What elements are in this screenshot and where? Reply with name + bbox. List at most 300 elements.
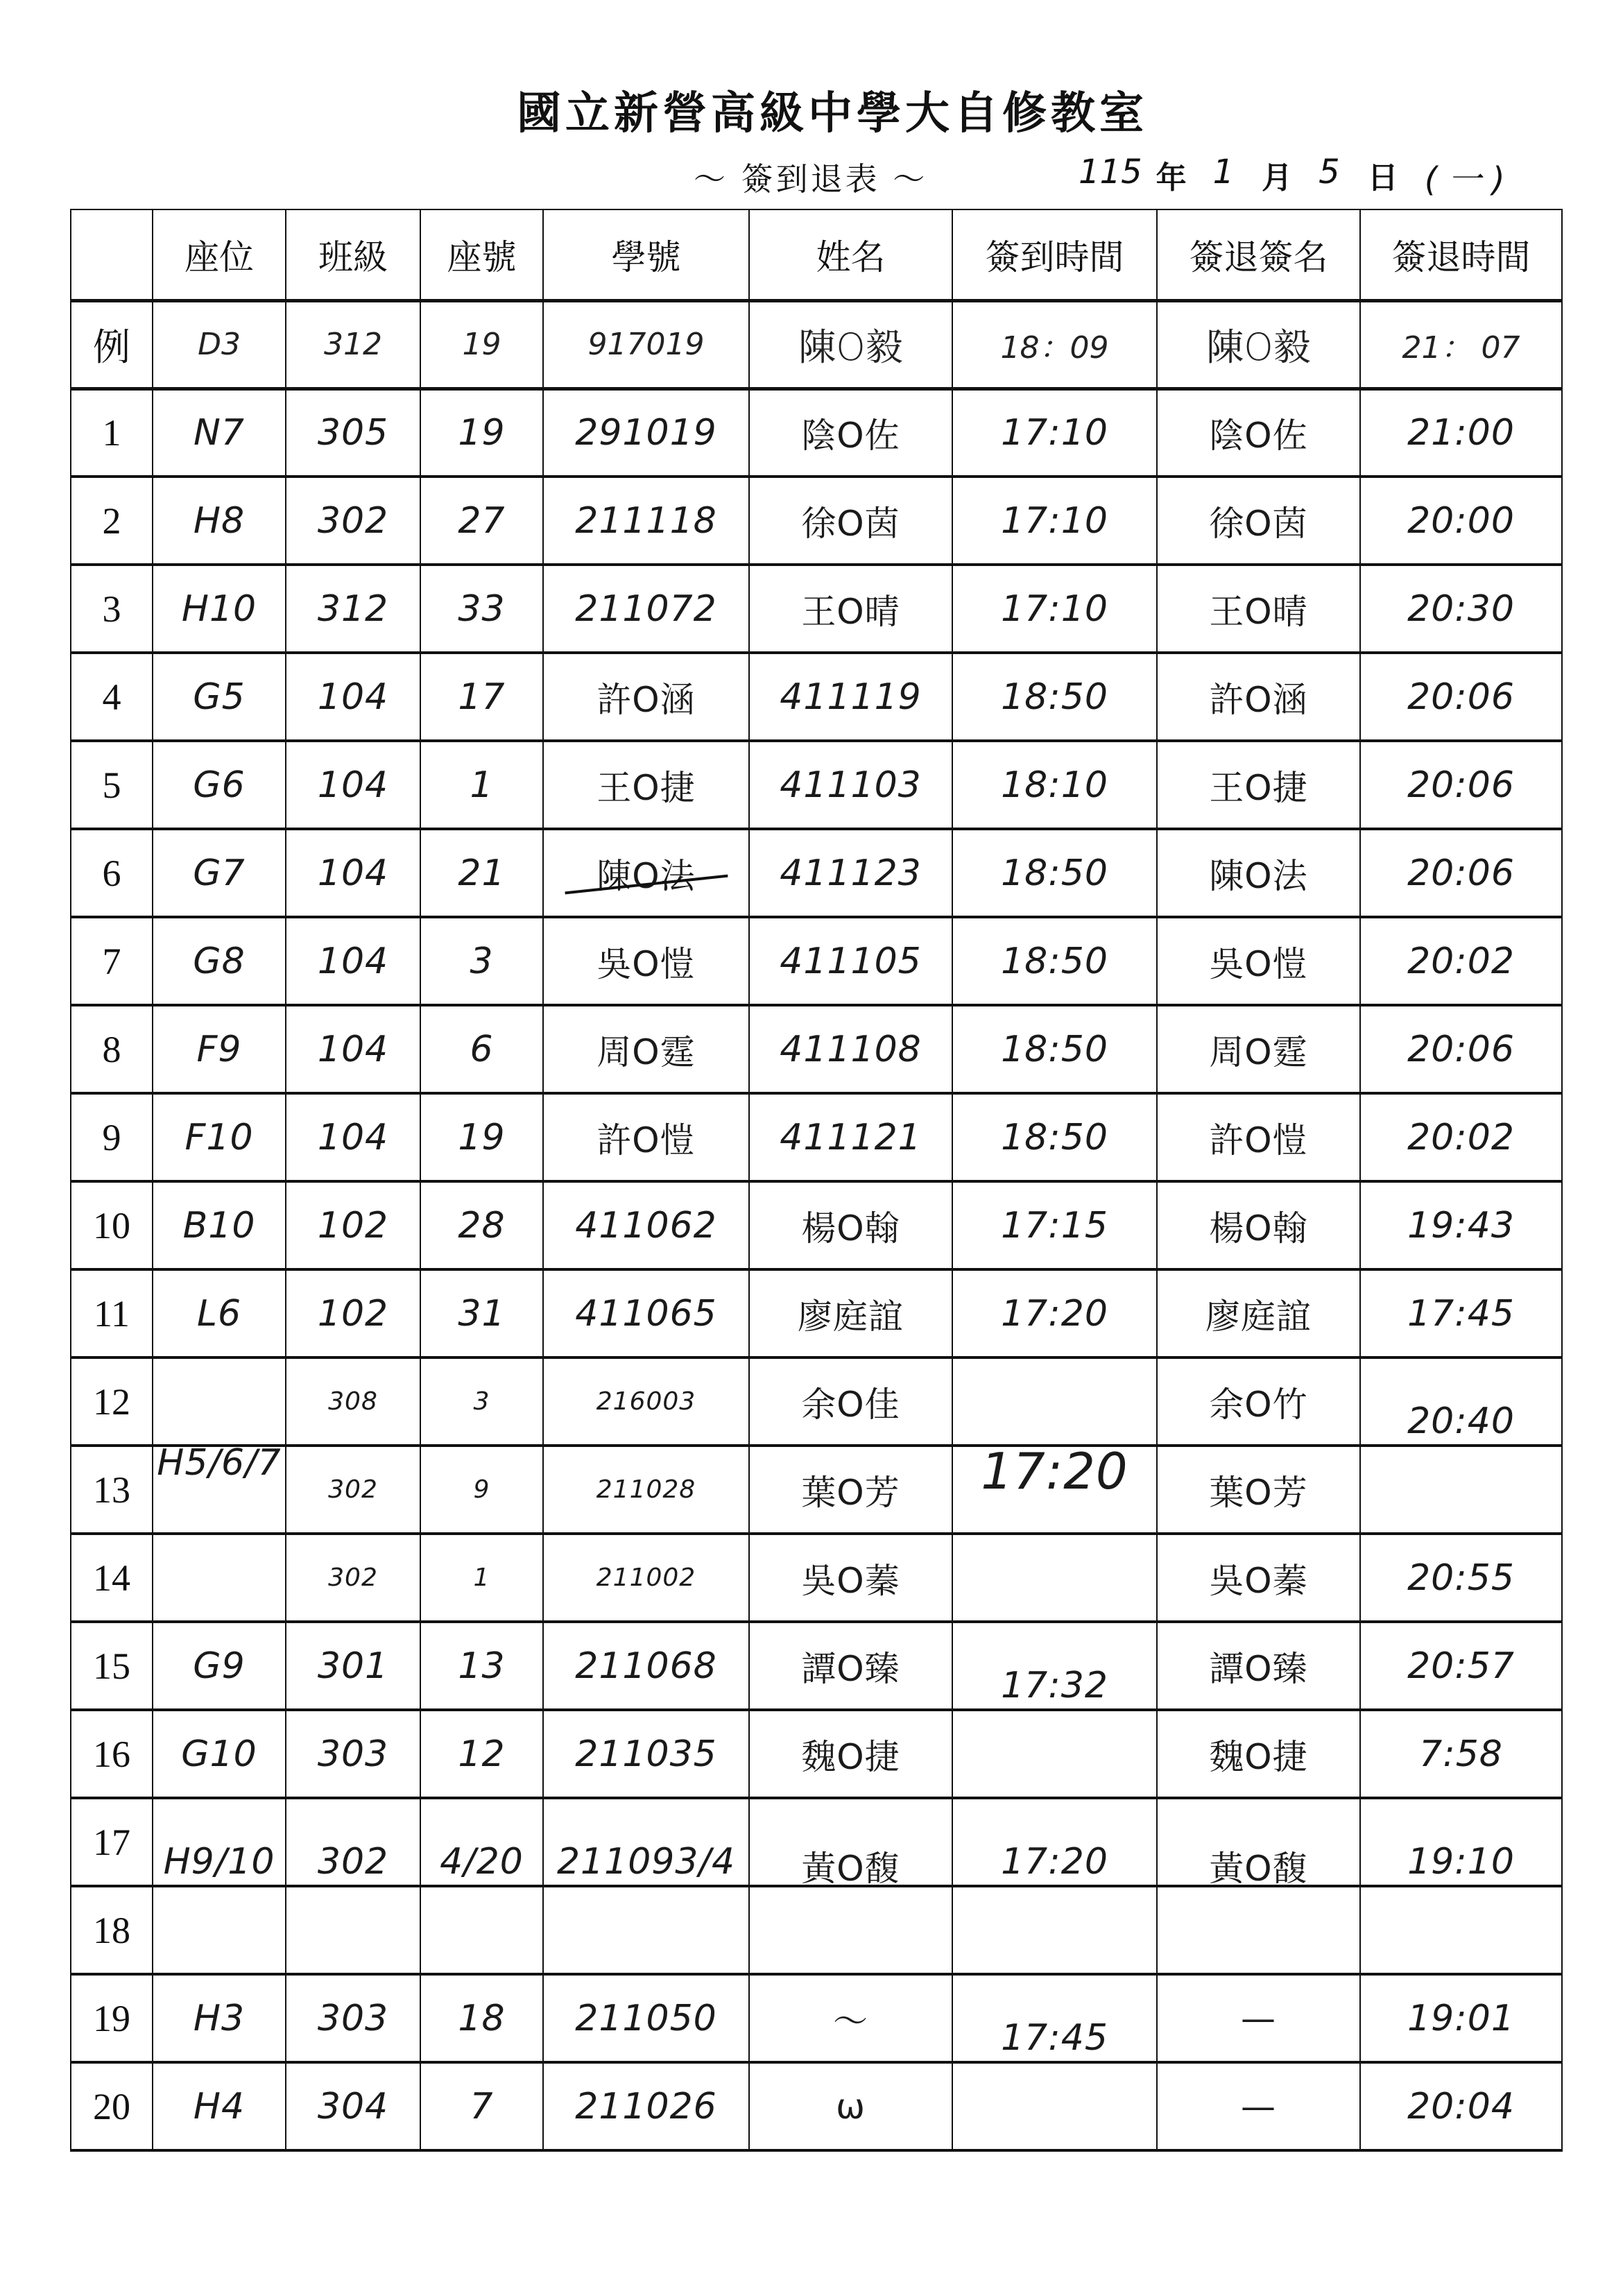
- handwritten-sign-out-time: 7:58: [1419, 1733, 1503, 1775]
- cell-seat-number: [420, 829, 543, 917]
- header-sign-out-time: 簽退時間: [1360, 209, 1562, 300]
- handwritten-name: 吳O蓁: [801, 1560, 900, 1601]
- cell-sign-out-time: [1360, 1798, 1562, 1886]
- handwritten-class: 302: [317, 499, 389, 542]
- cell-sign-in-time: [952, 1357, 1157, 1500]
- cell-sign-out-time: [1360, 1357, 1562, 1446]
- handwritten-class: 102: [317, 1292, 389, 1335]
- example-class: 312: [286, 300, 420, 388]
- handwritten-sign-in-time: 17:20: [1001, 1292, 1108, 1335]
- row-index: 18: [71, 1886, 153, 1974]
- cell-sign-out-signature: [1157, 1446, 1360, 1534]
- cell-seat: [153, 653, 286, 741]
- handwritten-sign-in-time: 17:20: [1001, 1841, 1108, 1883]
- handwritten-class: 301: [317, 1645, 389, 1687]
- handwritten-seat: B10: [182, 1204, 256, 1246]
- cell-sign-out-time: [1360, 917, 1562, 1005]
- handwritten-name: 徐O茵: [801, 503, 900, 544]
- handwritten-sign-out-time: 20:02: [1407, 940, 1515, 982]
- example-row: [71, 300, 1562, 388]
- handwritten-sign-in-time: 18:10: [1001, 764, 1108, 806]
- cell-sign-out-signature: [1157, 1181, 1360, 1269]
- cell-seat-number: [420, 917, 543, 1005]
- cell-class: [286, 1974, 420, 2062]
- cell-student-id: [543, 1181, 749, 1269]
- cell-student-id: [543, 917, 749, 1005]
- cell-name: [749, 1269, 952, 1357]
- row-index: 9: [71, 1093, 153, 1181]
- handwritten-name: 王O晴: [801, 591, 900, 632]
- handwritten-student-id: 411062: [575, 1204, 717, 1246]
- handwritten-class: 308: [328, 1387, 378, 1416]
- handwritten-name: 411119: [780, 676, 922, 718]
- header-sign-in-time: 簽到時間: [952, 209, 1157, 300]
- cell-student-id: [543, 1269, 749, 1357]
- row-index: 4: [71, 653, 153, 741]
- cell-seat-number: [420, 1269, 543, 1357]
- handwritten-seat: H10: [181, 588, 257, 630]
- cell-class: [286, 1005, 420, 1093]
- example-sign-in-time: 18：09: [952, 300, 1157, 388]
- handwritten-class: 104: [317, 852, 389, 894]
- cell-name: [749, 1446, 952, 1534]
- cell-sign-in-time: [952, 1710, 1157, 1798]
- handwritten-seat: H3: [193, 1997, 246, 2039]
- handwritten-class: 304: [317, 2085, 389, 2127]
- header-student-id: 學號: [543, 209, 749, 300]
- handwritten-sign-out-time: 20:06: [1407, 764, 1515, 806]
- cell-name: [749, 653, 952, 741]
- cell-seat-number: [420, 1357, 543, 1446]
- handwritten-class: 302: [317, 1841, 389, 1883]
- cell-class: [286, 1446, 420, 1534]
- table-row: [71, 2062, 1562, 2150]
- handwritten-name: 黃O馥: [801, 1849, 900, 1889]
- handwritten-seat-number: 18: [458, 1997, 506, 2039]
- cell-sign-out-signature: [1157, 1269, 1360, 1357]
- cell-sign-in-time: [952, 1181, 1157, 1269]
- cell-seat-number: [420, 1093, 543, 1181]
- cell-class: [286, 1710, 420, 1798]
- header-name: 姓名: [749, 209, 952, 300]
- cell-sign-in-time: [952, 565, 1157, 653]
- handwritten-student-id: 陳O法: [596, 855, 696, 896]
- cell-name: [749, 741, 952, 829]
- handwritten-class: 104: [317, 764, 389, 806]
- handwritten-name: 廖庭誼: [798, 1296, 904, 1337]
- cell-student-id: [543, 1093, 749, 1181]
- handwritten-seat: G5: [193, 676, 246, 718]
- cell-seat: [153, 2062, 286, 2150]
- example-student-id: 917019: [543, 300, 749, 388]
- cell-sign-out-time: [1360, 1886, 1562, 1974]
- cell-seat: [153, 388, 286, 477]
- table-row: [71, 1005, 1562, 1093]
- cell-name: [749, 477, 952, 565]
- cell-sign-out-signature: [1157, 653, 1360, 741]
- row-index: 11: [71, 1269, 153, 1357]
- handwritten-sign-out-time: 20:02: [1407, 1116, 1515, 1158]
- handwritten-seat: H8: [193, 499, 246, 542]
- header-index: [71, 209, 153, 300]
- handwritten-student-id: 吳O愷: [596, 943, 696, 984]
- handwritten-sign-out-time: 20:06: [1407, 852, 1515, 894]
- cell-name: [749, 1357, 952, 1446]
- cell-student-id: [543, 477, 749, 565]
- handwritten-seat-number: 17: [458, 676, 506, 718]
- row-index: 7: [71, 917, 153, 1005]
- example-name: 陳O毅: [749, 300, 952, 388]
- cell-name: [749, 917, 952, 1005]
- cell-sign-out-signature: [1157, 1093, 1360, 1181]
- cell-seat: [153, 1710, 286, 1798]
- row-index: 17: [71, 1798, 153, 1886]
- cell-sign-out-time: [1360, 2062, 1562, 2150]
- cell-student-id: [543, 741, 749, 829]
- cell-student-id: [543, 1710, 749, 1798]
- cell-name: [749, 1798, 952, 1889]
- handwritten-class: 104: [317, 1028, 389, 1070]
- handwritten-student-id: 211068: [575, 1645, 717, 1687]
- cell-seat-number: [420, 2062, 543, 2150]
- cell-class: [286, 653, 420, 741]
- example-sign-out-time: 21： 07: [1360, 300, 1562, 388]
- table-row: [71, 1710, 1562, 1798]
- handwritten-student-id: 291019: [575, 411, 717, 454]
- handwritten-seat-number: 13: [458, 1645, 506, 1687]
- cell-student-id: [543, 1798, 749, 1886]
- cell-class: [286, 1622, 420, 1710]
- header-sign-out-signature: 簽退簽名: [1157, 209, 1360, 300]
- handwritten-seat-number: 4/20: [440, 1841, 524, 1883]
- table-row: [71, 1093, 1562, 1181]
- cell-sign-out-time: [1360, 1974, 1562, 2062]
- cell-sign-in-time: [952, 1269, 1157, 1357]
- handwritten-seat-number: 31: [458, 1292, 506, 1335]
- cell-seat-number: [420, 388, 543, 477]
- cell-student-id: [543, 1622, 749, 1710]
- cell-sign-out-time: [1360, 1181, 1562, 1269]
- cell-sign-out-signature: [1157, 829, 1360, 917]
- handwritten-seat: L6: [196, 1292, 242, 1335]
- table-row: [71, 1798, 1562, 1886]
- row-index: 5: [71, 741, 153, 829]
- cell-student-id: [543, 1974, 749, 2062]
- cell-sign-in-time: [952, 477, 1157, 565]
- cell-name: [749, 2062, 952, 2150]
- handwritten-sign-out-signature: 黃O馥: [1209, 1849, 1308, 1889]
- handwritten-sign-in-time: 17:15: [1001, 1204, 1108, 1246]
- cell-class: [286, 741, 420, 829]
- handwritten-seat-number: 21: [458, 852, 506, 894]
- cell-seat-number: [420, 741, 543, 829]
- cell-student-id: [543, 388, 749, 477]
- handwritten-sign-out-time: 19:43: [1407, 1204, 1515, 1246]
- handwritten-class: 102: [317, 1204, 389, 1246]
- example-sign-out-signature: 陳O毅: [1157, 300, 1360, 388]
- handwritten-sign-in-time: 18:50: [1001, 676, 1108, 718]
- cell-sign-in-time: [952, 388, 1157, 477]
- handwritten-sign-out-time: 20:00: [1407, 499, 1515, 542]
- handwritten-sign-in-time: 17:20: [981, 1442, 1128, 1500]
- row-index: 6: [71, 829, 153, 917]
- handwritten-sign-out-time: 21:00: [1407, 411, 1515, 454]
- cell-seat-number: [420, 1886, 543, 1974]
- handwritten-sign-out-time: 20:04: [1407, 2085, 1515, 2127]
- cell-name: [749, 1005, 952, 1093]
- handwritten-seat-number: 12: [458, 1733, 506, 1775]
- handwritten-student-id: 211072: [575, 588, 717, 630]
- table-row: [71, 1534, 1562, 1622]
- cell-seat: [153, 741, 286, 829]
- cell-seat-number: [420, 1622, 543, 1710]
- handwritten-sign-in-time: 18:50: [1001, 940, 1108, 982]
- cell-sign-out-time: [1360, 565, 1562, 653]
- handwritten-seat: G8: [193, 940, 246, 982]
- cell-sign-out-signature: [1157, 1886, 1360, 1974]
- handwritten-seat: N7: [194, 411, 245, 454]
- cell-class: [286, 565, 420, 653]
- cell-seat: [153, 1005, 286, 1093]
- cell-class: [286, 1798, 420, 1886]
- cell-seat: [153, 1798, 286, 1886]
- handwritten-seat: G7: [193, 852, 246, 894]
- handwritten-sign-in-time: 17:32: [1001, 1665, 1108, 1706]
- cell-name: [749, 829, 952, 917]
- handwritten-student-id: 411065: [575, 1292, 717, 1335]
- handwritten-seat: H9/10: [163, 1841, 275, 1883]
- cell-seat: [153, 917, 286, 1005]
- handwritten-seat-number: 33: [458, 588, 506, 630]
- table-row: [71, 477, 1562, 565]
- cell-sign-in-time: [952, 1798, 1157, 1886]
- table-row: [71, 1269, 1562, 1357]
- cell-sign-out-time: [1360, 1534, 1562, 1622]
- handwritten-seat: H5/6/7: [157, 1442, 282, 1484]
- cell-class: [286, 1181, 420, 1269]
- handwritten-name: 411105: [780, 940, 922, 982]
- cell-student-id: [543, 653, 749, 741]
- cell-class: [286, 829, 420, 917]
- cell-class: [286, 2062, 420, 2150]
- handwritten-student-id: 王O捷: [596, 767, 696, 808]
- cell-name: [749, 1534, 952, 1622]
- cell-name: [749, 1181, 952, 1269]
- handwritten-class: 302: [328, 1563, 378, 1592]
- table-row: [71, 917, 1562, 1005]
- cell-sign-out-signature: [1157, 1005, 1360, 1093]
- table-row: [71, 388, 1562, 477]
- handwritten-seat: G10: [181, 1733, 257, 1775]
- example-seat-number: 19: [420, 300, 543, 388]
- row-index: 3: [71, 565, 153, 653]
- table-row: [71, 1357, 1562, 1446]
- handwritten-name: ω: [836, 2086, 866, 2127]
- handwritten-sign-out-signature: 徐O茵: [1209, 503, 1308, 544]
- cell-seat-number: [420, 1181, 543, 1269]
- cell-student-id: [543, 1357, 749, 1446]
- handwritten-seat-number: 1: [470, 764, 494, 806]
- cell-sign-out-signature: [1157, 388, 1360, 477]
- cell-seat-number: [420, 1798, 543, 1886]
- row-index: 2: [71, 477, 153, 565]
- cell-sign-in-time: [952, 741, 1157, 829]
- cell-sign-out-time: [1360, 1710, 1562, 1798]
- handwritten-student-id: 211026: [575, 2085, 717, 2127]
- cell-seat-number: [420, 1710, 543, 1798]
- cell-sign-out-time: [1360, 388, 1562, 477]
- sign-in-out-table: [70, 209, 1563, 2152]
- cell-class: [286, 1534, 420, 1622]
- handwritten-sign-out-time: 20:57: [1407, 1645, 1515, 1687]
- handwritten-sign-out-signature: 陳O法: [1209, 855, 1308, 896]
- cell-sign-out-time: [1360, 653, 1562, 741]
- cell-student-id: [543, 2062, 749, 2150]
- handwritten-seat: G9: [193, 1645, 246, 1687]
- cell-student-id: [543, 829, 749, 917]
- cell-sign-in-time: [952, 2062, 1157, 2150]
- cell-student-id: [543, 1534, 749, 1622]
- cell-seat-number: [420, 565, 543, 653]
- handwritten-name: 楊O翰: [801, 1208, 900, 1249]
- cell-sign-out-time: [1360, 1446, 1562, 1534]
- cell-student-id: [543, 1886, 749, 1974]
- cell-sign-in-time: [952, 1005, 1157, 1093]
- row-index: 20: [71, 2062, 153, 2150]
- handwritten-student-id: 211118: [575, 499, 717, 542]
- table-row: [71, 1446, 1562, 1534]
- row-index: 14: [71, 1534, 153, 1622]
- handwritten-name: 411123: [780, 852, 922, 894]
- row-index: 13: [71, 1446, 153, 1534]
- cell-seat-number: [420, 1005, 543, 1093]
- handwritten-sign-in-time: 18:50: [1001, 1028, 1108, 1070]
- cell-sign-out-time: [1360, 477, 1562, 565]
- handwritten-student-id: 許O愷: [596, 1120, 696, 1160]
- cell-name: [749, 1622, 952, 1710]
- cell-seat: [153, 1181, 286, 1269]
- handwritten-sign-in-time: 17:10: [1001, 499, 1108, 542]
- handwritten-sign-out-time: 20:06: [1407, 1028, 1515, 1070]
- row-index: 15: [71, 1622, 153, 1710]
- handwritten-sign-out-time: 20:30: [1407, 588, 1515, 630]
- header-row: [71, 209, 1562, 300]
- cell-sign-out-signature: [1157, 477, 1360, 565]
- handwritten-sign-out-signature: 魏O捷: [1209, 1736, 1308, 1777]
- cell-student-id: [543, 1005, 749, 1093]
- cell-sign-in-time: [952, 1446, 1157, 1534]
- handwritten-sign-in-time: 18:50: [1001, 1116, 1108, 1158]
- handwritten-class: 312: [317, 588, 389, 630]
- handwritten-seat: H4: [193, 2085, 246, 2127]
- handwritten-seat: G6: [193, 764, 246, 806]
- handwritten-sign-out-signature: —: [1241, 2086, 1276, 2127]
- cell-sign-in-time: [952, 1974, 1157, 2062]
- handwritten-seat-number: 1: [473, 1563, 490, 1592]
- handwritten-name: 葉O芳: [801, 1472, 900, 1513]
- weekday-value: ( 一 ): [1424, 160, 1505, 199]
- handwritten-sign-out-time: 19:10: [1407, 1841, 1515, 1883]
- cell-sign-out-signature: [1157, 741, 1360, 829]
- handwritten-sign-out-time: 20:06: [1407, 676, 1515, 718]
- cell-name: [749, 388, 952, 477]
- handwritten-name: 411121: [780, 1116, 922, 1158]
- handwritten-sign-out-signature: 譚O臻: [1209, 1648, 1308, 1689]
- day-label: 日: [1367, 160, 1398, 196]
- cell-sign-out-time: [1360, 1269, 1562, 1357]
- handwritten-sign-out-signature: —: [1241, 1998, 1276, 2039]
- cell-seat: [153, 1357, 286, 1484]
- cell-sign-out-signature: [1157, 1357, 1360, 1446]
- cell-name: [749, 1710, 952, 1798]
- cell-class: [286, 388, 420, 477]
- date-line: [1079, 153, 1505, 200]
- handwritten-student-id: 周O霆: [596, 1031, 696, 1072]
- handwritten-seat-number: 19: [458, 411, 506, 454]
- handwritten-sign-in-time: 17:10: [1001, 588, 1108, 630]
- cell-seat-number: [420, 1446, 543, 1534]
- cell-seat: [153, 1269, 286, 1357]
- row-index: 1: [71, 388, 153, 477]
- handwritten-name: 魏O捷: [801, 1736, 900, 1777]
- cell-sign-out-time: [1360, 1005, 1562, 1093]
- handwritten-sign-out-signature: 許O愷: [1209, 1120, 1308, 1160]
- row-index: 19: [71, 1974, 153, 2062]
- row-index: 8: [71, 1005, 153, 1093]
- handwritten-class: 303: [317, 1997, 389, 2039]
- cell-seat: [153, 1886, 286, 1974]
- handwritten-name: ～: [833, 2001, 868, 2041]
- header-seat: 座位: [153, 209, 286, 300]
- cell-sign-out-time: [1360, 741, 1562, 829]
- year-value: 115: [1079, 153, 1142, 191]
- row-index: 16: [71, 1710, 153, 1798]
- cell-sign-out-signature: [1157, 1622, 1360, 1710]
- handwritten-name: 411103: [780, 764, 922, 806]
- handwritten-class: 305: [317, 411, 389, 454]
- handwritten-seat-number: 19: [458, 1116, 506, 1158]
- table-row: [71, 1886, 1562, 1974]
- handwritten-class: 302: [328, 1475, 378, 1504]
- example-label: 例: [71, 300, 153, 388]
- cell-seat: [153, 1446, 286, 1534]
- handwritten-sign-out-signature: 楊O翰: [1209, 1208, 1308, 1249]
- day-value: 5: [1319, 153, 1340, 191]
- handwritten-sign-out-signature: 王O捷: [1209, 767, 1308, 808]
- cell-class: [286, 1093, 420, 1181]
- cell-seat: [153, 1622, 286, 1710]
- cell-sign-out-signature: [1157, 1710, 1360, 1798]
- handwritten-sign-out-signature: 王O晴: [1209, 591, 1308, 632]
- page-title: 國立新營高級中學大自修教室: [517, 87, 1148, 139]
- handwritten-student-id: 211035: [575, 1733, 717, 1775]
- handwritten-student-id: 211093/4: [556, 1841, 736, 1883]
- cell-seat: [153, 1974, 286, 2062]
- cell-name: [749, 1093, 952, 1181]
- cell-sign-in-time: [952, 917, 1157, 1005]
- row-index: 12: [71, 1357, 153, 1446]
- table-row: [71, 829, 1562, 917]
- cell-student-id: [543, 1446, 749, 1534]
- handwritten-seat-number: 6: [470, 1028, 494, 1070]
- handwritten-seat-number: 3: [473, 1387, 490, 1416]
- handwritten-sign-in-time: 18:50: [1001, 852, 1108, 894]
- handwritten-sign-out-time: 20:40: [1407, 1400, 1515, 1442]
- cell-class: [286, 477, 420, 565]
- handwritten-seat: F9: [196, 1028, 242, 1070]
- cell-sign-out-signature: [1157, 1974, 1360, 2062]
- cell-seat-number: [420, 653, 543, 741]
